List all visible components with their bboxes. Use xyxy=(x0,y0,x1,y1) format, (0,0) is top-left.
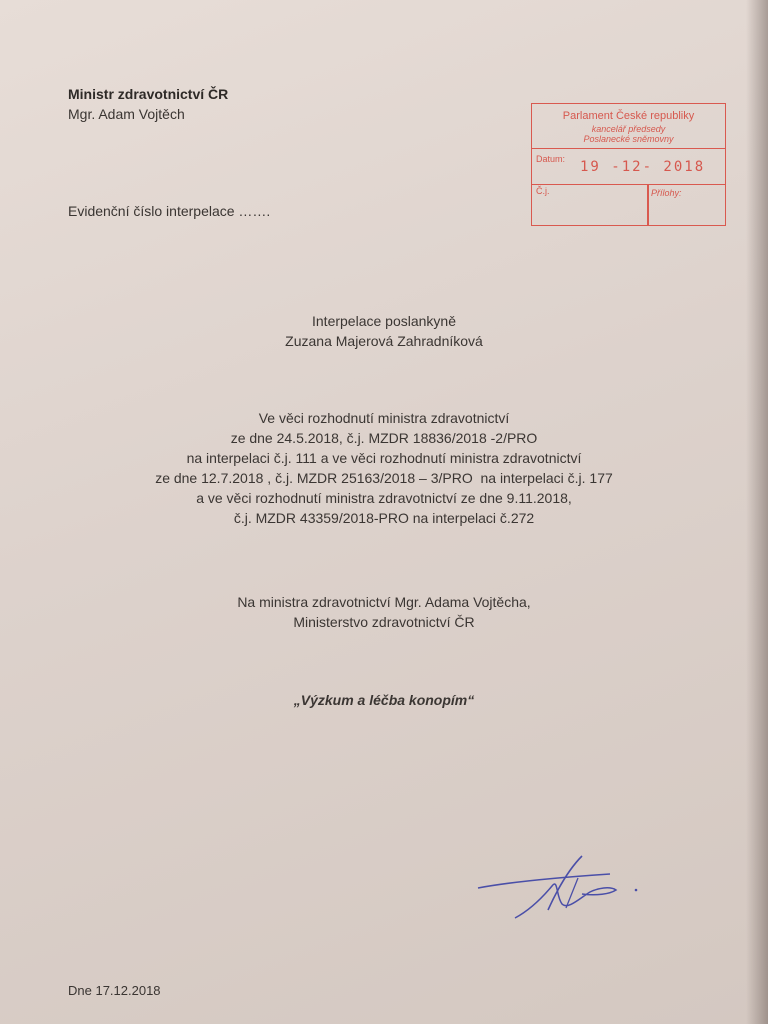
matter-line: a ve věci rozhodnutí ministra zdravotnictví ze dne 9.11.2018, xyxy=(196,490,572,506)
stamp-cj-label: Č.j. xyxy=(536,186,550,196)
evidence-number-label: Evidenční číslo interpelace ……. xyxy=(68,203,271,219)
stamp-divider xyxy=(647,185,649,225)
addressee-line-2: Ministerstvo zdravotnictví ČR xyxy=(293,614,475,630)
matter-line: ze dne 24.5.2018, č.j. MZDR 18836/2018 -2/PRO xyxy=(230,430,538,446)
matter-block xyxy=(0,408,768,528)
stamp-date-label: Datum: xyxy=(536,154,566,164)
stamp-line-1: Parlament České republiky xyxy=(562,110,695,122)
handwritten-signature xyxy=(470,848,640,928)
matter-line: ze dne 12.7.2018 , č.j. MZDR 25163/2018 – 3/PRO na interpelaci č.j. 177 xyxy=(155,470,613,486)
matter-line: Ve věci rozhodnutí ministra zdravotnictví xyxy=(258,410,510,426)
sender-title: Ministr zdravotnictví ČR xyxy=(68,86,229,102)
matter-line: na interpelaci č.j. 111 a ve věci rozhodnutí ministra zdravotnictví xyxy=(186,450,582,466)
heading-line-2: Zuzana Majerová Zahradníková xyxy=(285,333,483,349)
sender-block xyxy=(68,84,228,124)
heading-line-1: Interpelace poslankyně xyxy=(312,313,456,329)
stamp-header xyxy=(532,104,725,149)
stamp-date-row xyxy=(532,148,725,185)
addressee-block xyxy=(0,592,768,632)
subject-title: „Výzkum a léčba konopím“ xyxy=(293,692,475,708)
sender-name: Mgr. Adam Vojtěch xyxy=(68,106,185,122)
stamp-line-3: Poslanecké sněmovny xyxy=(583,134,674,144)
parliament-stamp xyxy=(531,103,726,226)
stamp-attachments-label: Přílohy: xyxy=(651,188,682,198)
interpellation-heading xyxy=(0,311,768,351)
stamp-line-2: kancelář předsedy xyxy=(591,124,666,134)
addressee-line-1: Na ministra zdravotnictví Mgr. Adama Vojtěcha, xyxy=(237,594,531,610)
stamp-date-value: 19 -12- 2018 xyxy=(580,159,706,175)
document-date: Dne 17.12.2018 xyxy=(68,983,161,998)
matter-line: č.j. MZDR 43359/2018-PRO na interpelaci č.272 xyxy=(233,510,535,526)
